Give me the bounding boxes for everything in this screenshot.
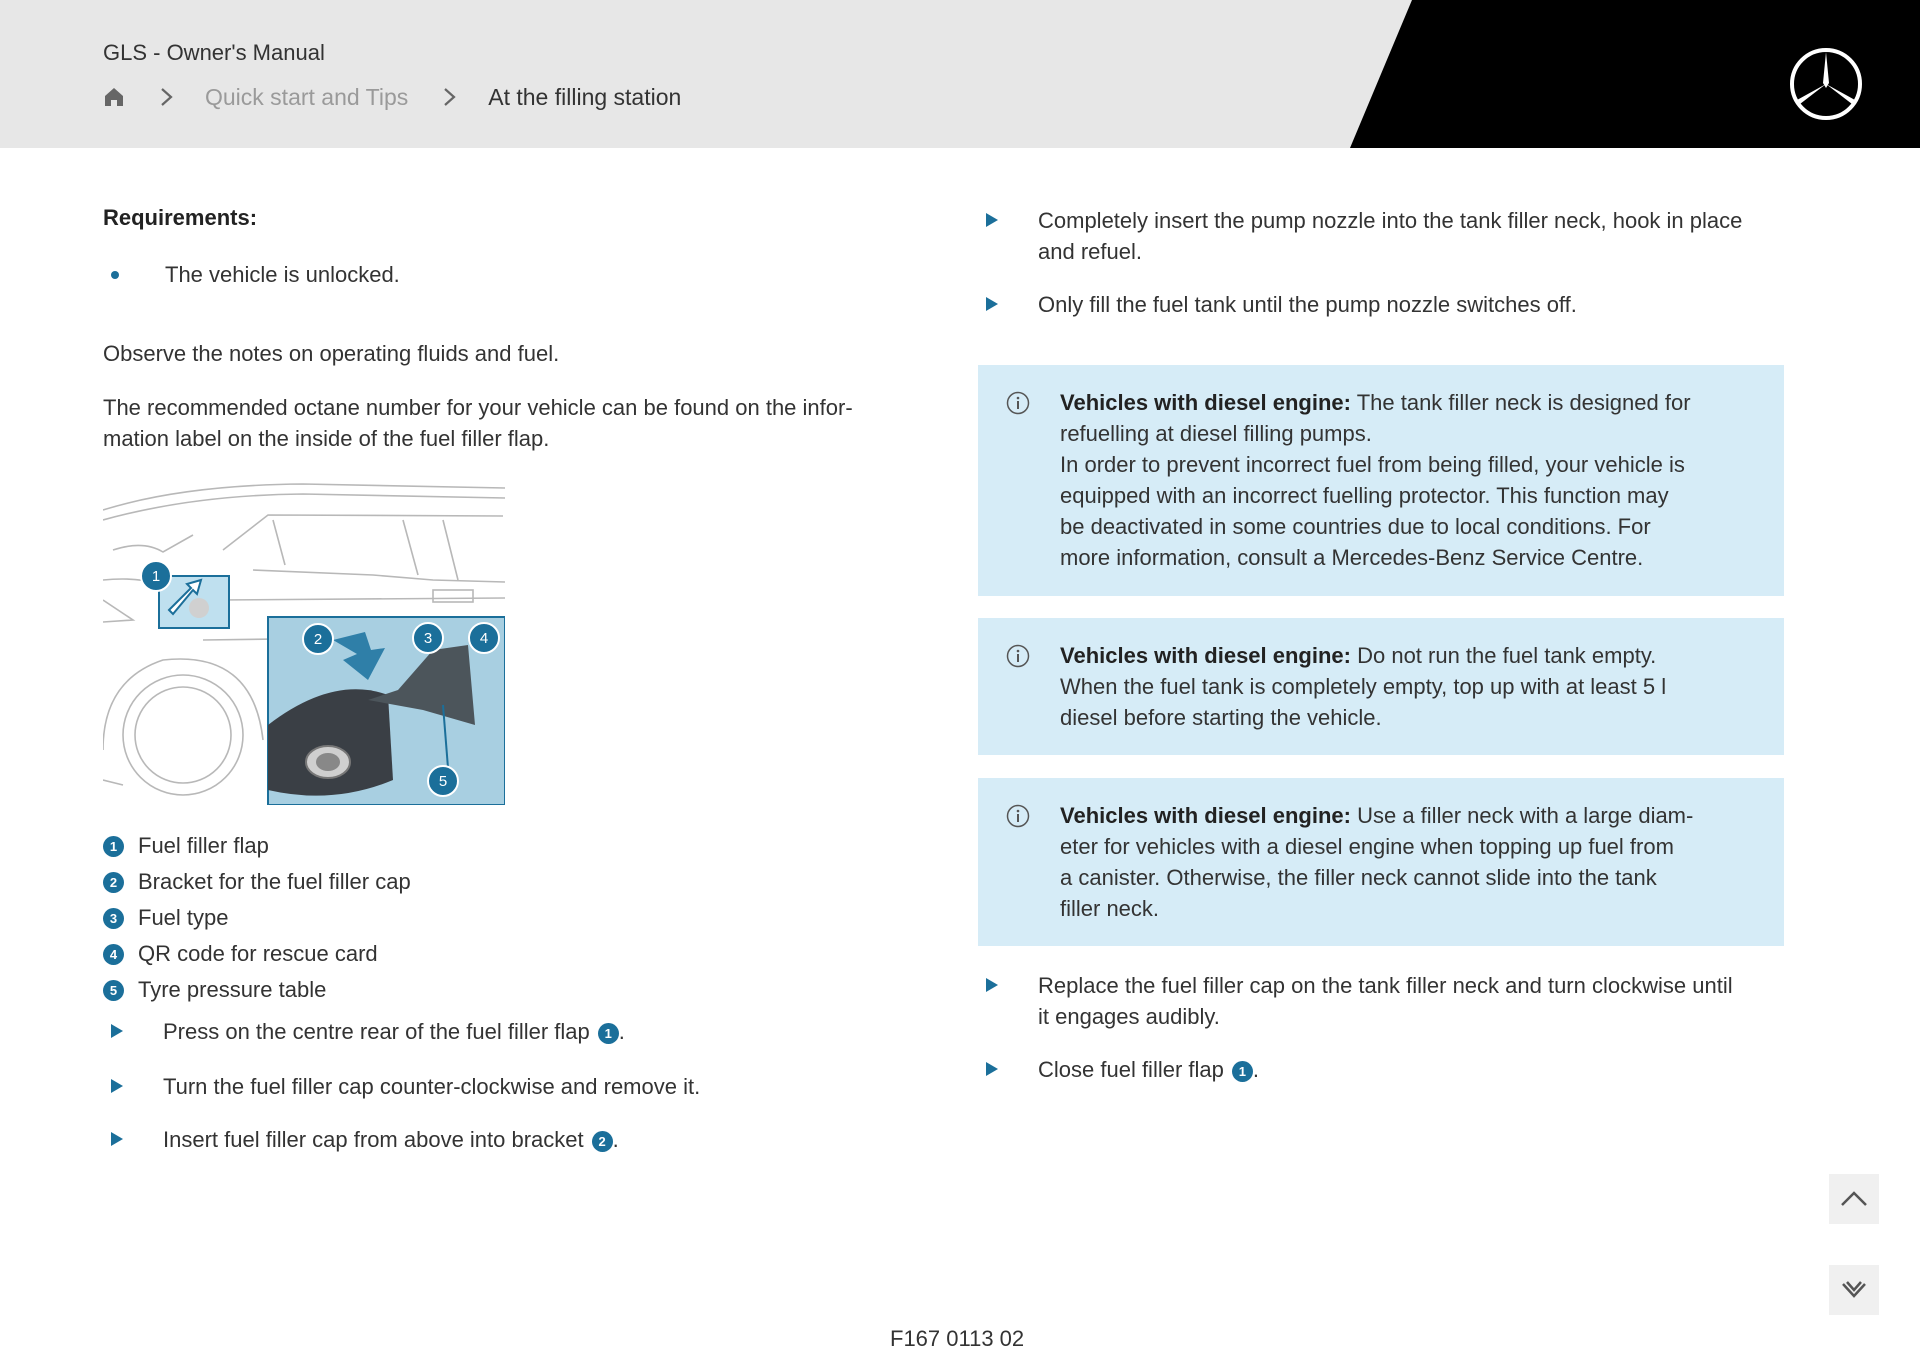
step-text: Replace the fuel filler cap on the tank filler neck and turn clockwise until it engages audibly. <box>1038 973 1733 1029</box>
step-arrow-icon <box>986 213 998 227</box>
header <box>0 0 1920 148</box>
requirement-item <box>103 260 903 290</box>
svg-text:1: 1 <box>151 568 161 585</box>
number-badge: 3 <box>103 908 124 929</box>
step-text: Press on the centre rear of the fuel filler flap 1 . <box>163 1019 625 1044</box>
bullet-icon <box>111 271 119 279</box>
scroll-up-button[interactable] <box>1829 1174 1879 1224</box>
info-box-diesel-empty-tank: Vehicles with diesel engine: Do not run the fuel tank empty. When the fuel tank is completely empty, top up with at least 5 l diesel before starting the vehicle. <box>978 618 1784 755</box>
step-text: Insert fuel filler cap from above into bracket 2 . <box>163 1127 619 1152</box>
svg-text:4: 4 <box>479 630 489 647</box>
instruction-step <box>103 1124 619 1155</box>
legend-label: QR code for rescue card <box>138 941 378 966</box>
step-arrow-icon <box>111 1024 123 1038</box>
legend-label: Tyre pressure table <box>138 977 327 1002</box>
step-text: Turn the fuel filler cap counter-clockwise and remove it. <box>163 1074 701 1099</box>
number-badge: 2 <box>103 872 124 893</box>
fluids-note: Observe the notes on operating fluids and fuel. <box>103 341 560 366</box>
legend-label: Fuel type <box>138 905 229 930</box>
figure-code: F167 0113 02 <box>890 1326 1025 1351</box>
info-box-heading: Vehicles with diesel engine: <box>1060 390 1351 415</box>
legend-item <box>103 972 411 1008</box>
number-badge: 4 <box>103 944 124 965</box>
app-title: GLS - Owner's Manual <box>103 40 325 65</box>
requirement-text: The vehicle is unlocked. <box>165 262 400 287</box>
chevron-up-icon <box>1839 1189 1869 1209</box>
chevron-right-icon <box>436 86 464 108</box>
instruction-step <box>978 970 1733 1032</box>
legend-item <box>103 936 411 972</box>
step-arrow-icon <box>986 297 998 311</box>
step-text: Close fuel filler flap 1 . <box>1038 1057 1259 1082</box>
breadcrumb-link-quick-start[interactable]: Quick start and Tips <box>205 83 409 110</box>
svg-text:3: 3 <box>423 630 433 647</box>
instruction-step <box>978 205 1742 267</box>
info-icon <box>1006 391 1030 415</box>
left-column <box>103 205 903 454</box>
step-arrow-icon <box>986 978 998 992</box>
step-arrow-icon <box>111 1132 123 1146</box>
number-badge: 1 <box>1232 1061 1253 1082</box>
number-badge: 1 <box>598 1023 619 1044</box>
info-box-heading: Vehicles with diesel engine: <box>1060 643 1351 668</box>
legend-item <box>103 828 411 864</box>
octane-note: The recommended octane number for your vehicle can be found on the infor- mation label on the inside of the fuel filler flap. <box>103 395 853 451</box>
legend-label: Bracket for the fuel filler cap <box>138 869 411 894</box>
requirements-title: Requirements: <box>103 205 258 230</box>
instruction-step <box>103 1016 625 1047</box>
fuel-filler-illustration <box>103 480 505 805</box>
home-icon[interactable] <box>103 86 125 108</box>
number-badge: 2 <box>592 1131 613 1152</box>
mercedes-star-logo[interactable] <box>1788 46 1864 122</box>
legend-item <box>103 864 411 900</box>
info-icon <box>1006 644 1030 668</box>
svg-text:5: 5 <box>438 773 448 790</box>
chevron-right-icon <box>153 86 181 108</box>
instruction-step <box>978 1054 1259 1085</box>
info-box-diesel-protector: Vehicles with diesel engine: The tank filler neck is designed for refuelling at diesel filling pumps. In order to prevent incorrect fuel from being filled, your vehicle is equipped with an incorrect fuelling protector. This function may be deactivated in some countries due to local conditions. For more information, consult a Mercedes-Benz Service Centre. <box>978 365 1784 596</box>
step-arrow-icon <box>111 1079 123 1093</box>
instruction-step <box>978 289 1577 320</box>
legend <box>103 828 411 1008</box>
breadcrumb <box>103 82 681 112</box>
instruction-step <box>103 1071 700 1102</box>
legend-item <box>103 900 411 936</box>
number-badge: 5 <box>103 980 124 1001</box>
step-arrow-icon <box>986 1062 998 1076</box>
info-icon <box>1006 804 1030 828</box>
breadcrumb-current: At the filling station <box>488 83 682 110</box>
info-box-diesel-canister: Vehicles with diesel engine: Use a filler neck with a large diam- eter for vehicles with a diesel engine when topping up fuel from a canister. Otherwise, the filler neck cannot slide into the tank filler neck. <box>978 778 1784 946</box>
number-badge: 1 <box>103 836 124 857</box>
step-text: Only fill the fuel tank until the pump nozzle switches off. <box>1038 292 1577 317</box>
scroll-down-button[interactable] <box>1829 1265 1879 1315</box>
svg-text:2: 2 <box>313 631 323 648</box>
double-chevron-down-icon <box>1839 1278 1869 1302</box>
legend-label: Fuel filler flap <box>138 833 269 858</box>
step-text: Completely insert the pump nozzle into the tank filler neck, hook in place and refuel. <box>1038 208 1743 264</box>
info-box-heading: Vehicles with diesel engine: <box>1060 803 1351 828</box>
header-black-panel <box>0 0 1920 148</box>
